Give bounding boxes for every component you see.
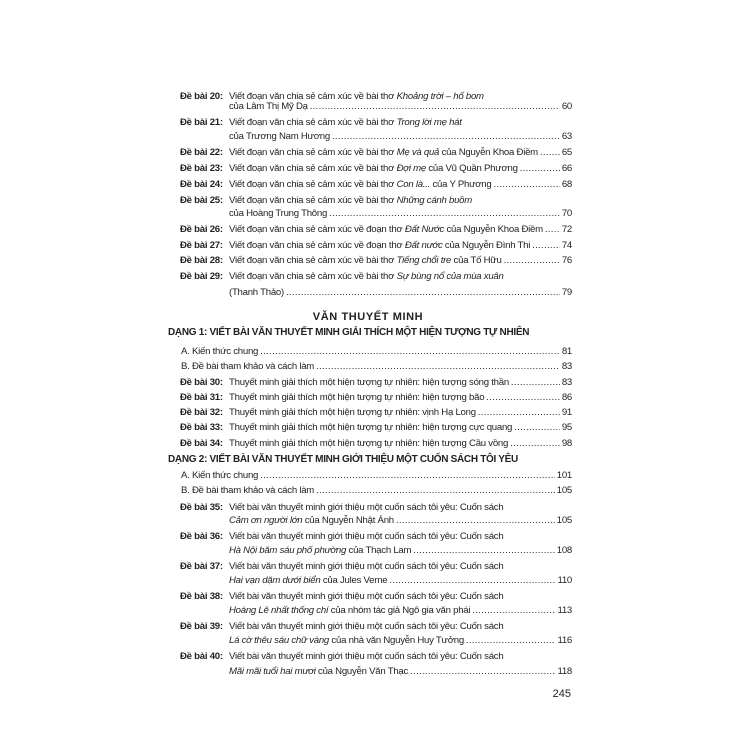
entry-page-number: 91 bbox=[561, 407, 572, 418]
entry-text: của Tố Hữu bbox=[451, 255, 502, 266]
toc-entry-line bbox=[180, 531, 572, 543]
toc-entry-line bbox=[229, 605, 572, 617]
entry-text: Viết đoạn văn chia sẻ cảm xúc về bài thơ bbox=[229, 91, 397, 102]
toc-entry-line bbox=[180, 438, 572, 450]
toc-entry-line bbox=[180, 377, 572, 389]
toc-entry-line bbox=[180, 255, 572, 267]
dot-leader bbox=[389, 575, 555, 587]
dot-leader bbox=[520, 163, 560, 175]
entry-text: của Vũ Quần Phương bbox=[425, 163, 518, 174]
toc-entry-line bbox=[180, 224, 572, 236]
entry-label: Đề bài 23: bbox=[180, 163, 223, 174]
dot-leader bbox=[493, 179, 559, 191]
work-title: Mãi mãi tuổi hai mươi bbox=[229, 666, 316, 677]
toc-entry-line bbox=[180, 147, 572, 159]
entry-label: Đề bài 30: bbox=[180, 377, 223, 388]
entry-page-number: 60 bbox=[561, 101, 572, 112]
entry-text: A. Kiến thức chung bbox=[181, 346, 259, 357]
entry-page-number: 118 bbox=[557, 666, 572, 677]
entry-text: của Thạch Lam bbox=[346, 545, 412, 556]
work-title: Cảm ơn người lớn bbox=[229, 515, 303, 526]
entry-text: (Thanh Thảo) bbox=[229, 287, 284, 298]
dot-leader bbox=[316, 485, 555, 497]
entry-text: của Nguyễn Đình Thi bbox=[442, 240, 531, 251]
toc-entry-line bbox=[229, 287, 572, 299]
entry-text: của Hoàng Trung Thông bbox=[229, 208, 328, 219]
page-number: 245 bbox=[552, 688, 571, 700]
entry-text: Viết bài văn thuyết minh giới thiệu một cuốn sách tôi yêu: Cuốn sách bbox=[229, 651, 504, 662]
entry-page-number: 74 bbox=[561, 240, 572, 251]
dot-leader bbox=[545, 224, 560, 236]
entry-label: Đề bài 33: bbox=[180, 422, 223, 433]
toc-entry-line bbox=[180, 195, 572, 207]
entry-page-number: 101 bbox=[556, 470, 572, 481]
dot-leader bbox=[486, 392, 560, 404]
entry-page-number: 105 bbox=[556, 485, 572, 496]
entry-text: của Trương Nam Hương bbox=[229, 131, 330, 142]
entry-text: của Y Phương bbox=[430, 179, 492, 190]
entry-label: Đề bài 39: bbox=[180, 621, 223, 632]
work-title: Tiếng chổi tre bbox=[396, 255, 452, 266]
entry-text: Viết đoạn văn chia sẻ cảm xúc về bài thơ bbox=[229, 271, 397, 282]
toc-entry-line bbox=[180, 422, 572, 434]
entry-text: Thuyết minh giải thích một hiện tượng tự nhiên: hiện tượng sóng thần bbox=[229, 377, 509, 388]
dot-leader bbox=[286, 287, 560, 299]
entry-page-number: 108 bbox=[556, 545, 572, 556]
entry-text: Viết bài văn thuyết minh giới thiệu một cuốn sách tôi yêu: Cuốn sách bbox=[229, 561, 504, 572]
entry-label: Đề bài 20: bbox=[180, 91, 223, 102]
entry-label: Đề bài 35: bbox=[180, 502, 223, 513]
entry-label: Đề bài 36: bbox=[180, 531, 223, 542]
entry-page-number: 65 bbox=[561, 147, 572, 158]
entry-label: Đề bài 34: bbox=[180, 438, 223, 449]
entry-label: Đề bài 26: bbox=[180, 224, 223, 235]
toc-entry-line bbox=[229, 101, 572, 113]
toc-entry-line bbox=[229, 575, 572, 587]
entry-label: Đề bài 22: bbox=[180, 147, 223, 158]
entry-text: Viết đoạn văn chia sẻ cảm xúc về bài thơ bbox=[229, 117, 397, 128]
entry-label: Đề bài 32: bbox=[180, 407, 223, 418]
toc-entry-line bbox=[180, 407, 572, 419]
dot-leader bbox=[514, 422, 560, 434]
entry-page-number: 86 bbox=[561, 392, 572, 403]
entry-text: của Nguyễn Văn Thạc bbox=[315, 666, 409, 677]
entry-label: Đề bài 37: bbox=[180, 561, 223, 572]
dot-leader bbox=[466, 635, 556, 647]
entry-text: của Jules Verne bbox=[320, 575, 388, 586]
dot-leader bbox=[511, 377, 560, 389]
work-title: Hà Nội băm sáu phố phường bbox=[229, 545, 347, 556]
entry-page-number: 79 bbox=[561, 287, 572, 298]
entry-text: B. Đề bài tham khảo và cách làm bbox=[181, 485, 315, 496]
entry-page-number: 98 bbox=[561, 438, 572, 449]
toc-entry-line bbox=[180, 561, 572, 573]
entry-text: Viết đoạn văn chia sẻ cảm xúc về bài thơ bbox=[229, 147, 397, 158]
dot-leader bbox=[260, 470, 555, 482]
dot-leader bbox=[329, 208, 560, 220]
dot-leader bbox=[316, 361, 560, 373]
entry-label: Đề bài 24: bbox=[180, 179, 223, 190]
toc-entry-line bbox=[229, 666, 572, 678]
toc-entry-line bbox=[181, 485, 572, 497]
entry-page-number: 95 bbox=[561, 422, 572, 433]
entry-text: Viết đoạn văn chia sẻ cảm xúc về bài thơ bbox=[229, 195, 397, 206]
toc-entry-line bbox=[181, 346, 572, 358]
entry-page-number: 105 bbox=[556, 515, 572, 526]
section-title: VĂN THUYẾT MINH bbox=[312, 311, 424, 323]
entry-text: Viết bài văn thuyết minh giới thiệu một cuốn sách tôi yêu: Cuốn sách bbox=[229, 621, 504, 632]
entry-page-number: 68 bbox=[561, 179, 572, 190]
entry-text: Thuyết minh giải thích một hiện tượng tự nhiên: vịnh Hạ Long bbox=[229, 407, 476, 418]
work-title: Trong lời mẹ hát bbox=[396, 117, 462, 128]
dot-leader bbox=[410, 666, 555, 678]
work-title: Hoàng Lê nhất thống chí bbox=[229, 605, 329, 616]
dot-leader bbox=[260, 346, 560, 358]
work-title: Đất Nước bbox=[404, 224, 445, 235]
entry-label: Đề bài 28: bbox=[180, 255, 223, 266]
toc-entry-line bbox=[180, 591, 572, 603]
entry-label: Đề bài 25: bbox=[180, 195, 223, 206]
entry-text: Viết đoạn văn chia sẻ cảm xúc về đoạn thơ bbox=[229, 224, 405, 235]
toc-entry-line bbox=[180, 117, 572, 129]
entry-page-number: 66 bbox=[561, 163, 572, 174]
entry-text: A. Kiến thức chung bbox=[181, 470, 259, 481]
entry-text: của nhà văn Nguyễn Huy Tưởng bbox=[329, 635, 464, 646]
entry-label: Đề bài 21: bbox=[180, 117, 223, 128]
entry-label: Đề bài 40: bbox=[180, 651, 223, 662]
entry-text: Viết bài văn thuyết minh giới thiệu một cuốn sách tôi yêu: Cuốn sách bbox=[229, 502, 504, 513]
dot-leader bbox=[532, 240, 560, 252]
entry-text: của Nguyễn Khoa Điềm bbox=[439, 147, 538, 158]
work-title: Hai vạn dặm dưới biển bbox=[229, 575, 321, 586]
entry-text: B. Đề bài tham khảo và cách làm bbox=[181, 361, 315, 372]
dot-leader bbox=[310, 101, 560, 113]
entry-label: Đề bài 29: bbox=[180, 271, 223, 282]
entry-page-number: 110 bbox=[557, 575, 572, 586]
entry-text: Viết bài văn thuyết minh giới thiệu một cuốn sách tôi yêu: Cuốn sách bbox=[229, 531, 504, 542]
entry-text: của Nguyễn Nhật Ánh bbox=[302, 515, 394, 526]
work-title: Con là... bbox=[396, 179, 431, 190]
dot-leader bbox=[413, 545, 555, 557]
entry-page-number: 63 bbox=[561, 131, 572, 142]
entry-text: của Nguyễn Khoa Điềm bbox=[444, 224, 543, 235]
work-title: Sự bùng nổ của mùa xuân bbox=[396, 271, 504, 282]
entry-text: Viết bài văn thuyết minh giới thiệu một cuốn sách tôi yêu: Cuốn sách bbox=[229, 591, 504, 602]
work-title: Lá cờ thêu sáu chữ vàng bbox=[229, 635, 330, 646]
work-title: Đất nước bbox=[404, 240, 443, 251]
entry-page-number: 70 bbox=[561, 208, 572, 219]
entry-label: Đề bài 38: bbox=[180, 591, 223, 602]
dot-leader bbox=[396, 515, 555, 527]
entry-page-number: 113 bbox=[557, 605, 572, 616]
dot-leader bbox=[504, 255, 560, 267]
toc-entry-line bbox=[229, 208, 572, 220]
toc-entry-line bbox=[180, 621, 572, 633]
dot-leader bbox=[478, 407, 560, 419]
entry-text: Thuyết minh giải thích một hiện tượng tự nhiên: hiện tượng cực quang bbox=[229, 422, 513, 433]
dot-leader bbox=[540, 147, 560, 159]
toc-entry-line bbox=[181, 361, 572, 373]
work-title: Mẹ và quả bbox=[396, 147, 440, 158]
toc-entry-line bbox=[180, 392, 572, 404]
work-title: Những cánh buồm bbox=[396, 195, 472, 206]
dang1-heading: DẠNG 1: VIẾT BÀI VĂN THUYẾT MINH GIẢI THÍCH MỘT HIỆN TƯỢNG TỰ NHIÊN bbox=[168, 327, 530, 338]
entry-text: Thuyết minh giải thích một hiện tượng tự nhiên: hiện tượng Cầu vồng bbox=[229, 438, 509, 449]
toc-entry-line bbox=[229, 131, 572, 143]
entry-text: Viết đoạn văn chia sẻ cảm xúc về đoạn thơ bbox=[229, 240, 405, 251]
toc-entry-line bbox=[229, 545, 572, 557]
entry-label: Đề bài 27: bbox=[180, 240, 223, 251]
entry-page-number: 83 bbox=[561, 361, 572, 372]
toc-entry-line bbox=[180, 240, 572, 252]
entry-page-number: 83 bbox=[561, 377, 572, 388]
work-title: Đợi mẹ bbox=[396, 163, 426, 174]
dot-leader bbox=[510, 438, 560, 450]
toc-entry-line bbox=[180, 179, 572, 191]
entry-text: Viết đoạn văn chia sẻ cảm xúc về bài thơ bbox=[229, 163, 397, 174]
toc-entry-line bbox=[180, 163, 572, 175]
dot-leader bbox=[332, 131, 560, 143]
entry-page-number: 76 bbox=[561, 255, 572, 266]
dot-leader bbox=[472, 605, 555, 617]
toc-entry-line bbox=[229, 635, 572, 647]
entry-text: của Lâm Thị Mỹ Dạ bbox=[229, 101, 308, 112]
toc-entry-line bbox=[181, 470, 572, 482]
entry-text: Viết đoạn văn chia sẻ cảm xúc về bài thơ bbox=[229, 179, 397, 190]
toc-entry-line bbox=[229, 515, 572, 527]
entry-text: của nhóm tác giả Ngô gia văn phái bbox=[328, 605, 471, 616]
toc-entry-line bbox=[180, 502, 572, 514]
toc-entry-line bbox=[180, 651, 572, 663]
entry-text: Thuyết minh giải thích một hiện tượng tự nhiên: hiện tượng bão bbox=[229, 392, 485, 403]
dang2-heading: DẠNG 2: VIẾT BÀI VĂN THUYẾT MINH GIỚI THIỆU MỘT CUỐN SÁCH TÔI YÊU bbox=[168, 454, 518, 465]
entry-text: Viết đoạn văn chia sẻ cảm xúc về bài thơ bbox=[229, 255, 397, 266]
work-title: Khoảng trời – hố bom bbox=[396, 91, 484, 102]
entry-page-number: 81 bbox=[561, 346, 572, 357]
toc-entry-line bbox=[180, 271, 572, 283]
entry-label: Đề bài 31: bbox=[180, 392, 223, 403]
entry-page-number: 72 bbox=[561, 224, 572, 235]
entry-page-number: 116 bbox=[557, 635, 572, 646]
